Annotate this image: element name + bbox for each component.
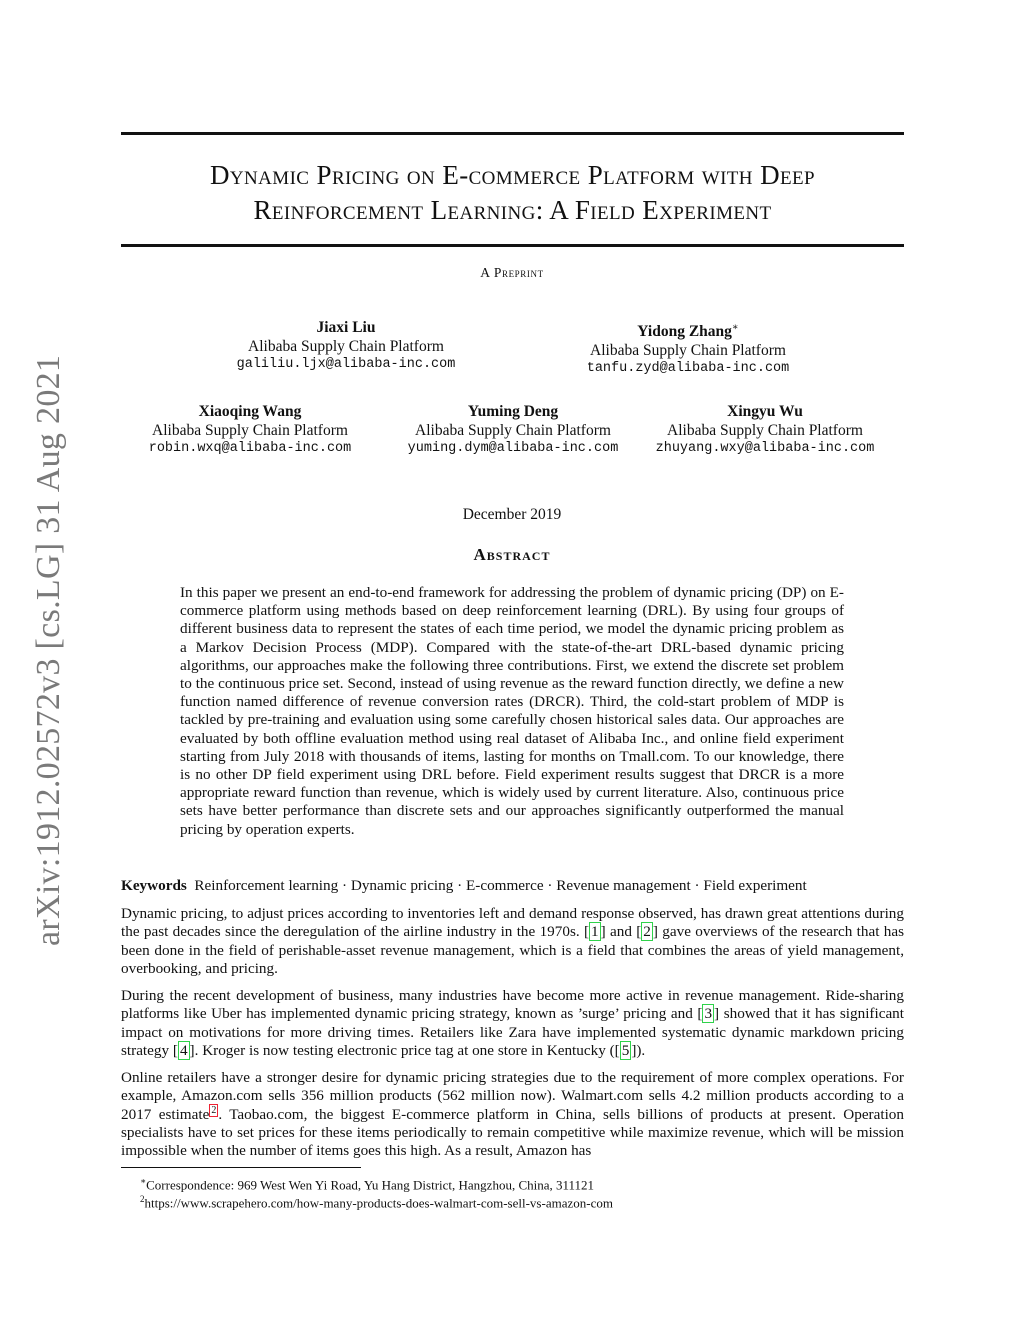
- body-paragraph-1: Dynamic pricing, to adjust prices according to inventories left and demand response observed, has drawn great attentions during the past decades since the deregulation of the airline industry in the 1970s. [ 1 ] and [ 2 ] gave overviews of the research that has been done in the field of perishable-asset revenue management, which is a field that combines the areas of yield management, overbooking, and pricing.: [121, 905, 904, 977]
- paragraph-text: During the recent development of business, many industries have become more active in revenue management. Ride-sharing platforms like Uber has implemented dynamic pricing strategy, known as ’surge’ pricing and: [121, 987, 904, 1023]
- author-name: Xiaoqing Wang: [198, 403, 302, 420]
- paragraph-text: and: [605, 923, 637, 941]
- preprint-label: A Preprint: [480, 265, 544, 280]
- paragraph-text: ).: [636, 1041, 646, 1059]
- author-name: Xingyu Wu: [727, 403, 803, 420]
- author-name: Yuming Deng: [467, 403, 559, 420]
- title-bottom-rule: [121, 244, 904, 247]
- author-email[interactable]: tanfu.zyd@alibaba-inc.com: [586, 361, 790, 377]
- title-line-1: Dynamic Pricing on E-commerce Platform with Deep: [210, 160, 815, 190]
- author-email[interactable]: yuming.dym@alibaba-inc.com: [407, 441, 619, 456]
- correspondence-mark: ∗: [731, 322, 739, 333]
- author-block-5: [640, 403, 890, 459]
- footnote-mark: ∗: [140, 1176, 147, 1186]
- citation-link[interactable]: 4: [179, 1041, 188, 1059]
- keywords-line: [121, 877, 904, 895]
- citation-link[interactable]: 3: [704, 1005, 713, 1023]
- title-top-rule: [121, 132, 904, 135]
- author-affiliation: Alibaba Supply Chain Platform: [590, 341, 786, 359]
- paper-date: December 2019: [462, 506, 562, 523]
- author-email[interactable]: zhuyang.wxy@alibaba-inc.com: [655, 441, 875, 456]
- author-email[interactable]: robin.wxq@alibaba-inc.com: [148, 441, 352, 456]
- abstract-text: In this paper we present an end-to-end framework for addressing the problem of dynamic pricing (DP) on E-commerce platform using methods based on deep reinforcement learning (DRL). By using four groups of different business data to represent the states of each time period, we model the dynamic pricing problem as a Markov Decision Process (MDP). Compared with the state-of-the-art DRL-based dynamic pricing algorithms, our approaches make the following three contributions. First, we extend the discrete set problem to the continuous price set. Second, instead of using revenue as the reward function directly, we define a new function named difference of revenue conversion rates (DRCR). Third, the cold-start problem of MDP is tackled by pre-training and evaluation using some carefully chosen historical sales data. Our approaches are evaluated by both offline evaluation method using real dataset of Alibaba Inc., and online field experiment starting from July 2018 with thousands of items, lasting for months on Tmall.com. To our knowledge, there is no other DP field experiment using DRL before. Field experiment results suggest that DRCR is a more appropriate reward function than revenue, which is widely used by current literature. Also, continuous price sets have better performance than discrete sets and our approaches significantly outperformed the manual pricing by operation experts.: [180, 584, 844, 838]
- paragraph-text: gave overviews of the research that has been done in the field of perishable-asset revenue management, which is a field that combines the areas of yield management, overbooking, and pricing.: [121, 923, 904, 977]
- author-block-1: [196, 319, 496, 375]
- body-paragraph-2: During the recent development of business, many industries have become more active in revenue management. Ride-sharing platforms like Uber has implemented dynamic pricing strategy, known as ’surge’ pricing and [ 3 ] showed that it has significant impact on motivations for more driving times. Retailers like Zara have implemented systematic dynamic markdown pricing strategy [ 4 ]. Kroger is now testing electronic price tag at one store in Kentucky ([ 5 ]).: [121, 987, 904, 1059]
- footnote-mark: 2: [140, 1194, 145, 1204]
- keywords-text: Reinforcement learning · Dynamic pricing · E-commerce · Revenue management · Field experiment: [194, 877, 807, 894]
- title-line-2: Reinforcement Learning: A Field Experiment: [253, 195, 772, 225]
- paragraph-text: showed that it has significant impact on motivations for more driving times. Retailers like Zara have implemented systematic dynamic markdown pricing strategy: [121, 1005, 904, 1059]
- author-affiliation: Alibaba Supply Chain Platform: [667, 421, 863, 439]
- paragraph-text: Online retailers have a stronger desire for dynamic pricing strategies due to the requirement of more complex operations. For example, Amazon.com sells 356 million products (562 million now). Walmart.com sells 4.2 million products according to a 2017 estimate: [121, 1069, 904, 1123]
- keywords-label: Keywords: [121, 877, 187, 894]
- footnote-text: Correspondence: 969 West Wen Yi Road, Yu Hang District, Hangzhou, China, 311121: [146, 1177, 595, 1193]
- author-affiliation: Alibaba Supply Chain Platform: [248, 337, 444, 355]
- citation-link[interactable]: 2: [643, 923, 651, 941]
- citation-link[interactable]: 1: [591, 923, 599, 941]
- author-affiliation: Alibaba Supply Chain Platform: [415, 421, 611, 439]
- citation-link[interactable]: 5: [621, 1041, 630, 1059]
- paragraph-text: . Kroger is now testing electronic price tag at one store in Kentucky (: [194, 1041, 615, 1059]
- author-block-3: [120, 403, 380, 459]
- author-block-2: [538, 319, 838, 379]
- paragraph-text: . Taobao.com, the biggest E-commerce platform in China, sells billions of products at present. Operation specialists have to set prices for these items periodically to remain competitive while maximize revenue, which will be mission impossible when the number of items goes this high. As a result, Amazon has: [121, 1105, 904, 1160]
- author-name: Yidong Zhang: [637, 323, 732, 341]
- arxiv-identifier: arXiv:1912.02572v3 [cs.LG] 31 Aug 2021: [30, 354, 67, 946]
- author-email[interactable]: galiliu.ljx@alibaba-inc.com: [236, 357, 456, 372]
- paper-title: [121, 158, 904, 228]
- author-block-4: [383, 403, 643, 459]
- paragraph-text: Dynamic pricing, to adjust prices according to inventories left and demand response observed, has drawn great attentions during the past decades since the deregulation of the airline industry in the 1970s.: [121, 905, 904, 941]
- footnote-text[interactable]: https://www.scrapehero.com/how-many-products-does-walmart-com-sell-vs-amazon-com: [144, 1195, 613, 1211]
- body-paragraph-3: [121, 1069, 904, 1160]
- author-affiliation: Alibaba Supply Chain Platform: [152, 421, 348, 439]
- author-name: Jiaxi Liu: [316, 319, 376, 336]
- abstract-heading: Abstract: [473, 545, 551, 564]
- footnote-rule: [121, 1167, 361, 1168]
- footnote-2: [140, 1191, 613, 1211]
- footnote-link[interactable]: 2: [211, 1104, 217, 1116]
